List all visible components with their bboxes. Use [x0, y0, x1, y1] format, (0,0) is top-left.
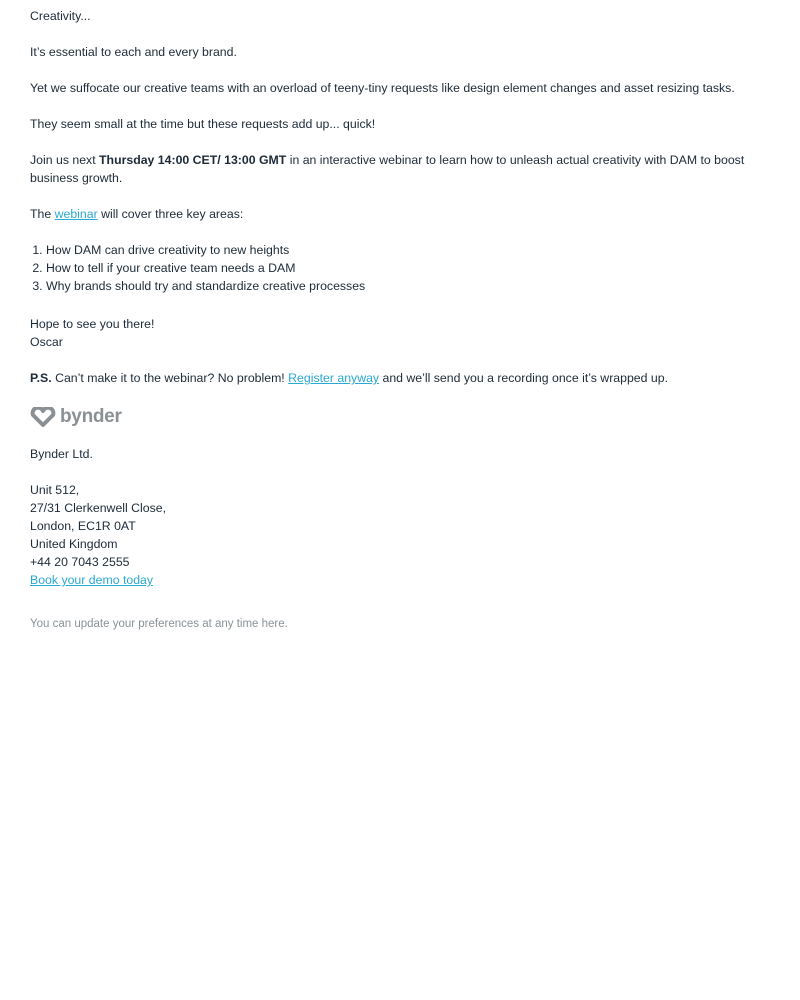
email-body [30, 7, 775, 633]
webinar-time-paragraph [30, 151, 775, 187]
register-link[interactable]: Register anyway [288, 371, 380, 385]
bynder-heart-icon [30, 407, 56, 427]
signoff [30, 315, 775, 351]
text: will cover three key areas: [97, 207, 244, 221]
intro-text: Creativity... [30, 9, 91, 23]
preferences-text[interactable]: You can update your preferences at any time here. [30, 618, 288, 630]
signoff-text: Hope to see you there! [30, 317, 155, 331]
text: The [30, 207, 55, 221]
address [30, 481, 775, 589]
book-demo-link[interactable]: Book your demo today [30, 573, 154, 587]
webinar-link[interactable]: webinar [54, 207, 98, 221]
paragraph: It’s essential to each and every brand. [30, 45, 237, 59]
list-item: 1. How DAM can drive creativity to new heights [46, 241, 775, 259]
text: Can’t make it to the webinar? No problem! [51, 371, 289, 385]
ps-label: P.S. [30, 371, 52, 385]
ps-paragraph [30, 369, 775, 387]
key-areas-list [30, 241, 775, 295]
paragraph: Yet we suffocate our creative teams with an overload of teeny-tiny requests like design element changes and asset resizing tasks. [30, 81, 735, 95]
address-line: United Kingdom [30, 537, 118, 551]
list-item: 3. Why brands should try and standardize creative processes [46, 277, 775, 295]
text: Join us next [30, 153, 100, 167]
text: in an interactive webinar to learn how to unleash actual creativity with DAM to boost business growth. [30, 153, 745, 185]
phone: +44 20 7043 2555 [30, 555, 130, 569]
list-item: 2. How to tell if your creative team needs a DAM [46, 259, 775, 277]
logo-text: bynder [60, 406, 122, 427]
webinar-time: Thursday 14:00 CET/ 13:00 GMT [99, 153, 287, 167]
text: and we’ll send you a recording once it’s wrapped up. [379, 371, 668, 385]
address-line: 27/31 Clerkenwell Close, [30, 501, 167, 515]
address-line: Unit 512, [30, 483, 80, 497]
company-name: Bynder Ltd. [30, 447, 93, 461]
signature: Oscar [30, 335, 63, 349]
paragraph [30, 205, 775, 223]
paragraph: They seem small at the time but these requests add up... quick! [30, 117, 376, 131]
bynder-logo[interactable] [30, 405, 775, 429]
address-line: London, EC1R 0AT [30, 519, 136, 533]
